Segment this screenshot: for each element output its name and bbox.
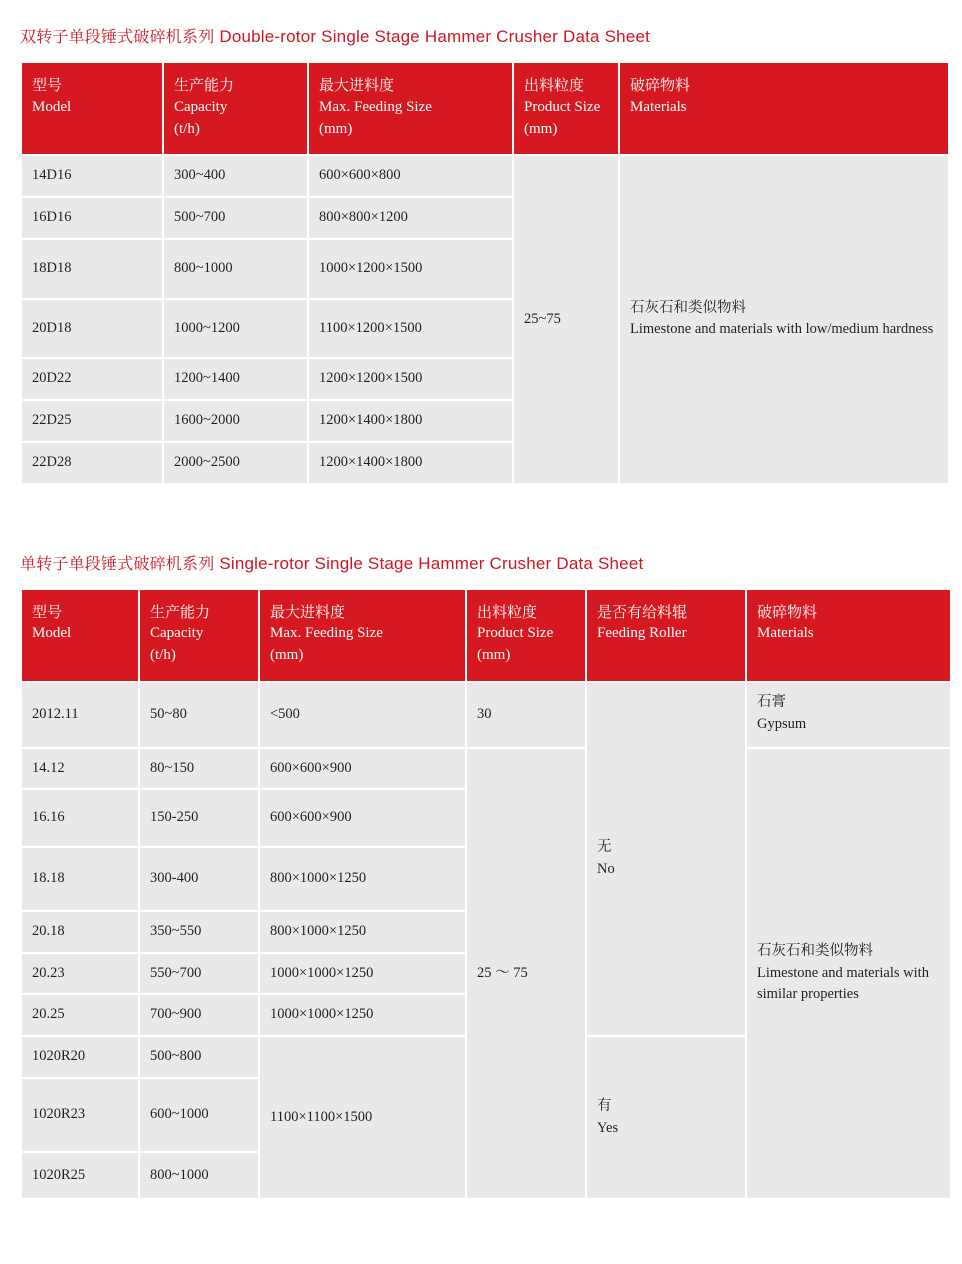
cell-materials-en: Limestone and materials with low/medium hardness	[630, 321, 934, 338]
cell-product-size-first: 30	[467, 683, 585, 747]
cell-materials-gypsum	[747, 683, 950, 747]
cell-model: 22D28	[22, 443, 162, 483]
section-spacer	[20, 485, 942, 545]
cell-product-size-rest: 25 ～ 75	[467, 749, 585, 1199]
header-capacity-unit: (t/h)	[150, 647, 176, 663]
header-model	[22, 63, 162, 154]
table1-title	[20, 24, 942, 47]
cell-model: 18.18	[22, 848, 138, 910]
header-feeding-cn: 最大进料度	[270, 602, 346, 621]
header-product-en: Product Size	[477, 625, 554, 642]
cell-feeding: 1000×1000×1250	[260, 995, 465, 1035]
header-capacity-en: Capacity	[150, 625, 204, 642]
cell-model: 1020R20	[22, 1037, 138, 1077]
header-product-size	[514, 63, 618, 154]
cell-capacity: 500~700	[164, 198, 307, 238]
table2-title-cn: 单转子单段锤式破碎机系列	[20, 553, 215, 573]
cell-feeding: 1200×1200×1500	[309, 359, 512, 399]
cell-model: 20.25	[22, 995, 138, 1035]
cell-model: 20D18	[22, 300, 162, 358]
header-product-cn: 出料粒度	[524, 76, 585, 94]
header-capacity-en: Capacity	[174, 98, 228, 115]
cell-model: 20D22	[22, 359, 162, 399]
header-capacity	[164, 63, 307, 154]
cell-model: 20.23	[22, 954, 138, 994]
header-model-cn: 型号	[32, 602, 63, 621]
cell-capacity: 800~1000	[140, 1153, 258, 1199]
cell-feeding: 600×600×900	[260, 790, 465, 846]
header-materials	[747, 590, 950, 681]
cell-capacity: 150-250	[140, 790, 258, 846]
roller-no-cn: 无	[597, 839, 612, 856]
header-model-en: Model	[32, 625, 72, 642]
cell-capacity: 50~80	[140, 683, 258, 747]
cell-feeding: 600×600×800	[309, 156, 512, 196]
header-materials-cn: 破碎物料	[757, 602, 818, 621]
cell-capacity: 2000~2500	[164, 443, 307, 483]
cell-capacity: 1000~1200	[164, 300, 307, 358]
table1-title-cn: 双转子单段锤式破碎机系列	[20, 27, 215, 46]
table1-title-en: Double-rotor Single Stage Hammer Crusher Data Sheet	[219, 27, 651, 46]
cell-feeding: 1000×1200×1500	[309, 240, 512, 298]
header-feeding-en: Max. Feeding Size	[270, 625, 383, 642]
cell-model: 14.12	[22, 749, 138, 789]
cell-feeding: 1200×1400×1800	[309, 443, 512, 483]
header-roller-en: Feeding Roller	[597, 625, 687, 642]
header-model	[22, 590, 138, 681]
header-feeding-en: Max. Feeding Size	[319, 98, 432, 115]
header-capacity-unit: (t/h)	[174, 120, 200, 137]
roller-yes-en: Yes	[597, 1119, 619, 1136]
cell-model: 22D25	[22, 401, 162, 441]
cell-feeding: 1000×1000×1250	[260, 954, 465, 994]
cell-feeding: 600×600×900	[260, 749, 465, 789]
cell-capacity: 1600~2000	[164, 401, 307, 441]
materials-limestone-en: Limestone and materials with similar properties	[757, 964, 929, 1003]
header-materials	[620, 63, 948, 154]
cell-product-size: 25~75	[514, 156, 618, 482]
cell-feeding: 800×1000×1250	[260, 912, 465, 952]
materials-limestone-cn: 石灰石和类似物料	[757, 942, 873, 959]
roller-yes-cn: 有	[597, 1097, 612, 1114]
table-row	[22, 749, 950, 789]
cell-capacity: 800~1000	[164, 240, 307, 298]
materials-gypsum-cn: 石膏	[757, 693, 786, 710]
cell-capacity: 700~900	[140, 995, 258, 1035]
cell-feeding: <500	[260, 683, 465, 747]
cell-model: 20.18	[22, 912, 138, 952]
header-feeding-unit: (mm)	[319, 120, 353, 137]
header-model-cn: 型号	[32, 76, 63, 94]
header-product-size	[467, 590, 585, 681]
cell-capacity: 300-400	[140, 848, 258, 910]
header-product-unit: (mm)	[477, 647, 511, 663]
header-materials-cn: 破碎物料	[630, 76, 691, 94]
header-feeding-size	[309, 63, 512, 154]
cell-capacity: 300~400	[164, 156, 307, 196]
cell-materials-limestone	[747, 749, 950, 1199]
header-product-unit: (mm)	[524, 120, 558, 137]
header-product-cn: 出料粒度	[477, 602, 538, 621]
cell-materials	[620, 156, 948, 482]
cell-capacity: 1200~1400	[164, 359, 307, 399]
header-feeding-unit: (mm)	[270, 647, 304, 663]
cell-feeding-roller-yes	[587, 1037, 745, 1198]
cell-feeding: 1100×1200×1500	[309, 300, 512, 358]
cell-model: 18D18	[22, 240, 162, 298]
header-product-en: Product Size	[524, 98, 601, 115]
table-row	[22, 683, 950, 747]
cell-capacity: 80~150	[140, 749, 258, 789]
header-feeding-cn: 最大进料度	[319, 76, 395, 94]
cell-feeding: 800×1000×1250	[260, 848, 465, 910]
table-row	[22, 156, 948, 196]
header-model-en: Model	[32, 98, 72, 115]
table2-title-en: Single-rotor Single Stage Hammer Crusher Data Sheet	[219, 553, 644, 573]
cell-capacity: 550~700	[140, 954, 258, 994]
cell-capacity: 350~550	[140, 912, 258, 952]
cell-feeding-roller-no	[587, 683, 745, 1035]
header-capacity	[140, 590, 258, 681]
header-materials-en: Materials	[630, 98, 687, 115]
cell-model: 2012.11	[22, 683, 138, 747]
table1-header-row	[22, 63, 948, 154]
header-feeding-roller	[587, 590, 745, 681]
cell-model: 1020R25	[22, 1153, 138, 1199]
cell-feeding: 1200×1400×1800	[309, 401, 512, 441]
cell-feeding-merged: 1100×1100×1500	[260, 1037, 465, 1198]
cell-model: 16D16	[22, 198, 162, 238]
header-feeding-size	[260, 590, 465, 681]
header-materials-en: Materials	[757, 625, 814, 642]
header-capacity-cn: 生产能力	[174, 76, 235, 94]
cell-capacity: 500~800	[140, 1037, 258, 1077]
single-rotor-table	[20, 588, 952, 1201]
table2-title	[20, 551, 942, 574]
header-roller-cn: 是否有给料辊	[597, 602, 688, 621]
table2-header-row	[22, 590, 950, 681]
cell-materials-cn: 石灰石和类似物料	[630, 299, 746, 316]
roller-no-en: No	[597, 860, 615, 877]
cell-capacity: 600~1000	[140, 1079, 258, 1151]
cell-feeding: 800×800×1200	[309, 198, 512, 238]
header-capacity-cn: 生产能力	[150, 602, 211, 621]
cell-model: 1020R23	[22, 1079, 138, 1151]
double-rotor-table	[20, 61, 950, 485]
cell-model: 16.16	[22, 790, 138, 846]
materials-gypsum-en: Gypsum	[757, 715, 807, 732]
cell-model: 14D16	[22, 156, 162, 196]
